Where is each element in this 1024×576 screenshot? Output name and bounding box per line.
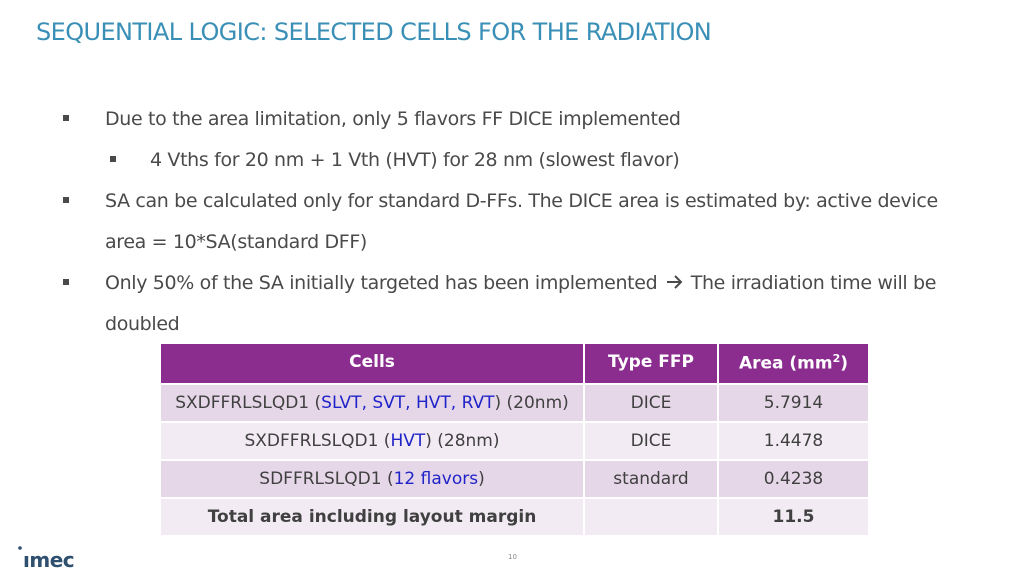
cell-name-highlight: 12 flavors <box>393 469 479 489</box>
total-label: Total area including layout margin <box>160 498 584 536</box>
header-area <box>718 343 869 384</box>
header-area-close: ) <box>840 353 849 374</box>
svg-text:ımec: ımec <box>23 548 75 571</box>
square-bullet-icon <box>63 279 69 285</box>
cell-name-highlight: HVT <box>390 431 426 451</box>
cell-type: DICE <box>584 384 718 422</box>
header-area-label: Area (mm <box>738 353 833 374</box>
cell-name <box>160 384 584 422</box>
cell-type: standard <box>584 460 718 498</box>
bullet-sa-targeted-text: Only 50% of the SA initially targeted has been implemented <box>105 272 658 294</box>
cells-table <box>159 342 870 537</box>
table-row <box>160 422 869 460</box>
bullet-area-limitation: Due to the area limitation, only 5 flavors FF DICE implemented <box>105 108 681 130</box>
cell-name-suffix: ) (20nm) <box>494 393 569 413</box>
total-type <box>584 498 718 536</box>
imec-logo <box>18 545 84 571</box>
page-number: 10 <box>508 553 517 561</box>
cell-name-text: SDFFRLSLQD1 ( <box>259 469 394 489</box>
cell-name <box>160 422 584 460</box>
cell-area: 1.4478 <box>718 422 869 460</box>
bullet-sa-calculation-line1: SA can be calculated only for standard D-FFs. The DICE area is estimated by: active device <box>105 190 938 212</box>
total-area: 11.5 <box>718 498 869 536</box>
bullet-sa-calculation-line2: area = 10*SA(standard DFF) <box>105 231 367 253</box>
table-row <box>160 384 869 422</box>
header-cells: Cells <box>160 343 584 384</box>
cell-name-text: SXDFFRLSLQD1 ( <box>244 431 391 451</box>
right-arrow-icon <box>663 273 685 289</box>
cell-name-suffix: ) <box>478 469 485 489</box>
cell-area: 0.4238 <box>718 460 869 498</box>
square-bullet-icon <box>63 197 69 203</box>
header-area-sup: 2 <box>832 352 841 365</box>
cell-area: 5.7914 <box>718 384 869 422</box>
table-header-row <box>160 343 869 384</box>
bullet-irradiation-text: The irradiation time will be <box>690 272 937 294</box>
sub-bullet-vths: 4 Vths for 20 nm + 1 Vth (HVT) for 28 nm (slowest flavor) <box>150 149 680 171</box>
bullet-sa-targeted <box>105 272 936 294</box>
header-type: Type FFP <box>584 343 718 384</box>
cell-name <box>160 460 584 498</box>
cell-name-highlight: SLVT, SVT, HVT, RVT <box>321 393 495 413</box>
table-total-row <box>160 498 869 536</box>
cell-name-suffix: ) (28nm) <box>425 431 500 451</box>
table-row <box>160 460 869 498</box>
square-bullet-icon <box>63 115 69 121</box>
square-bullet-icon <box>110 156 116 162</box>
bullet-doubled: doubled <box>105 313 180 335</box>
slide-title: SEQUENTIAL LOGIC: SELECTED CELLS FOR THE RADIATION <box>36 18 712 46</box>
cell-name-text: SXDFFRLSLQD1 ( <box>175 393 322 413</box>
cell-type: DICE <box>584 422 718 460</box>
